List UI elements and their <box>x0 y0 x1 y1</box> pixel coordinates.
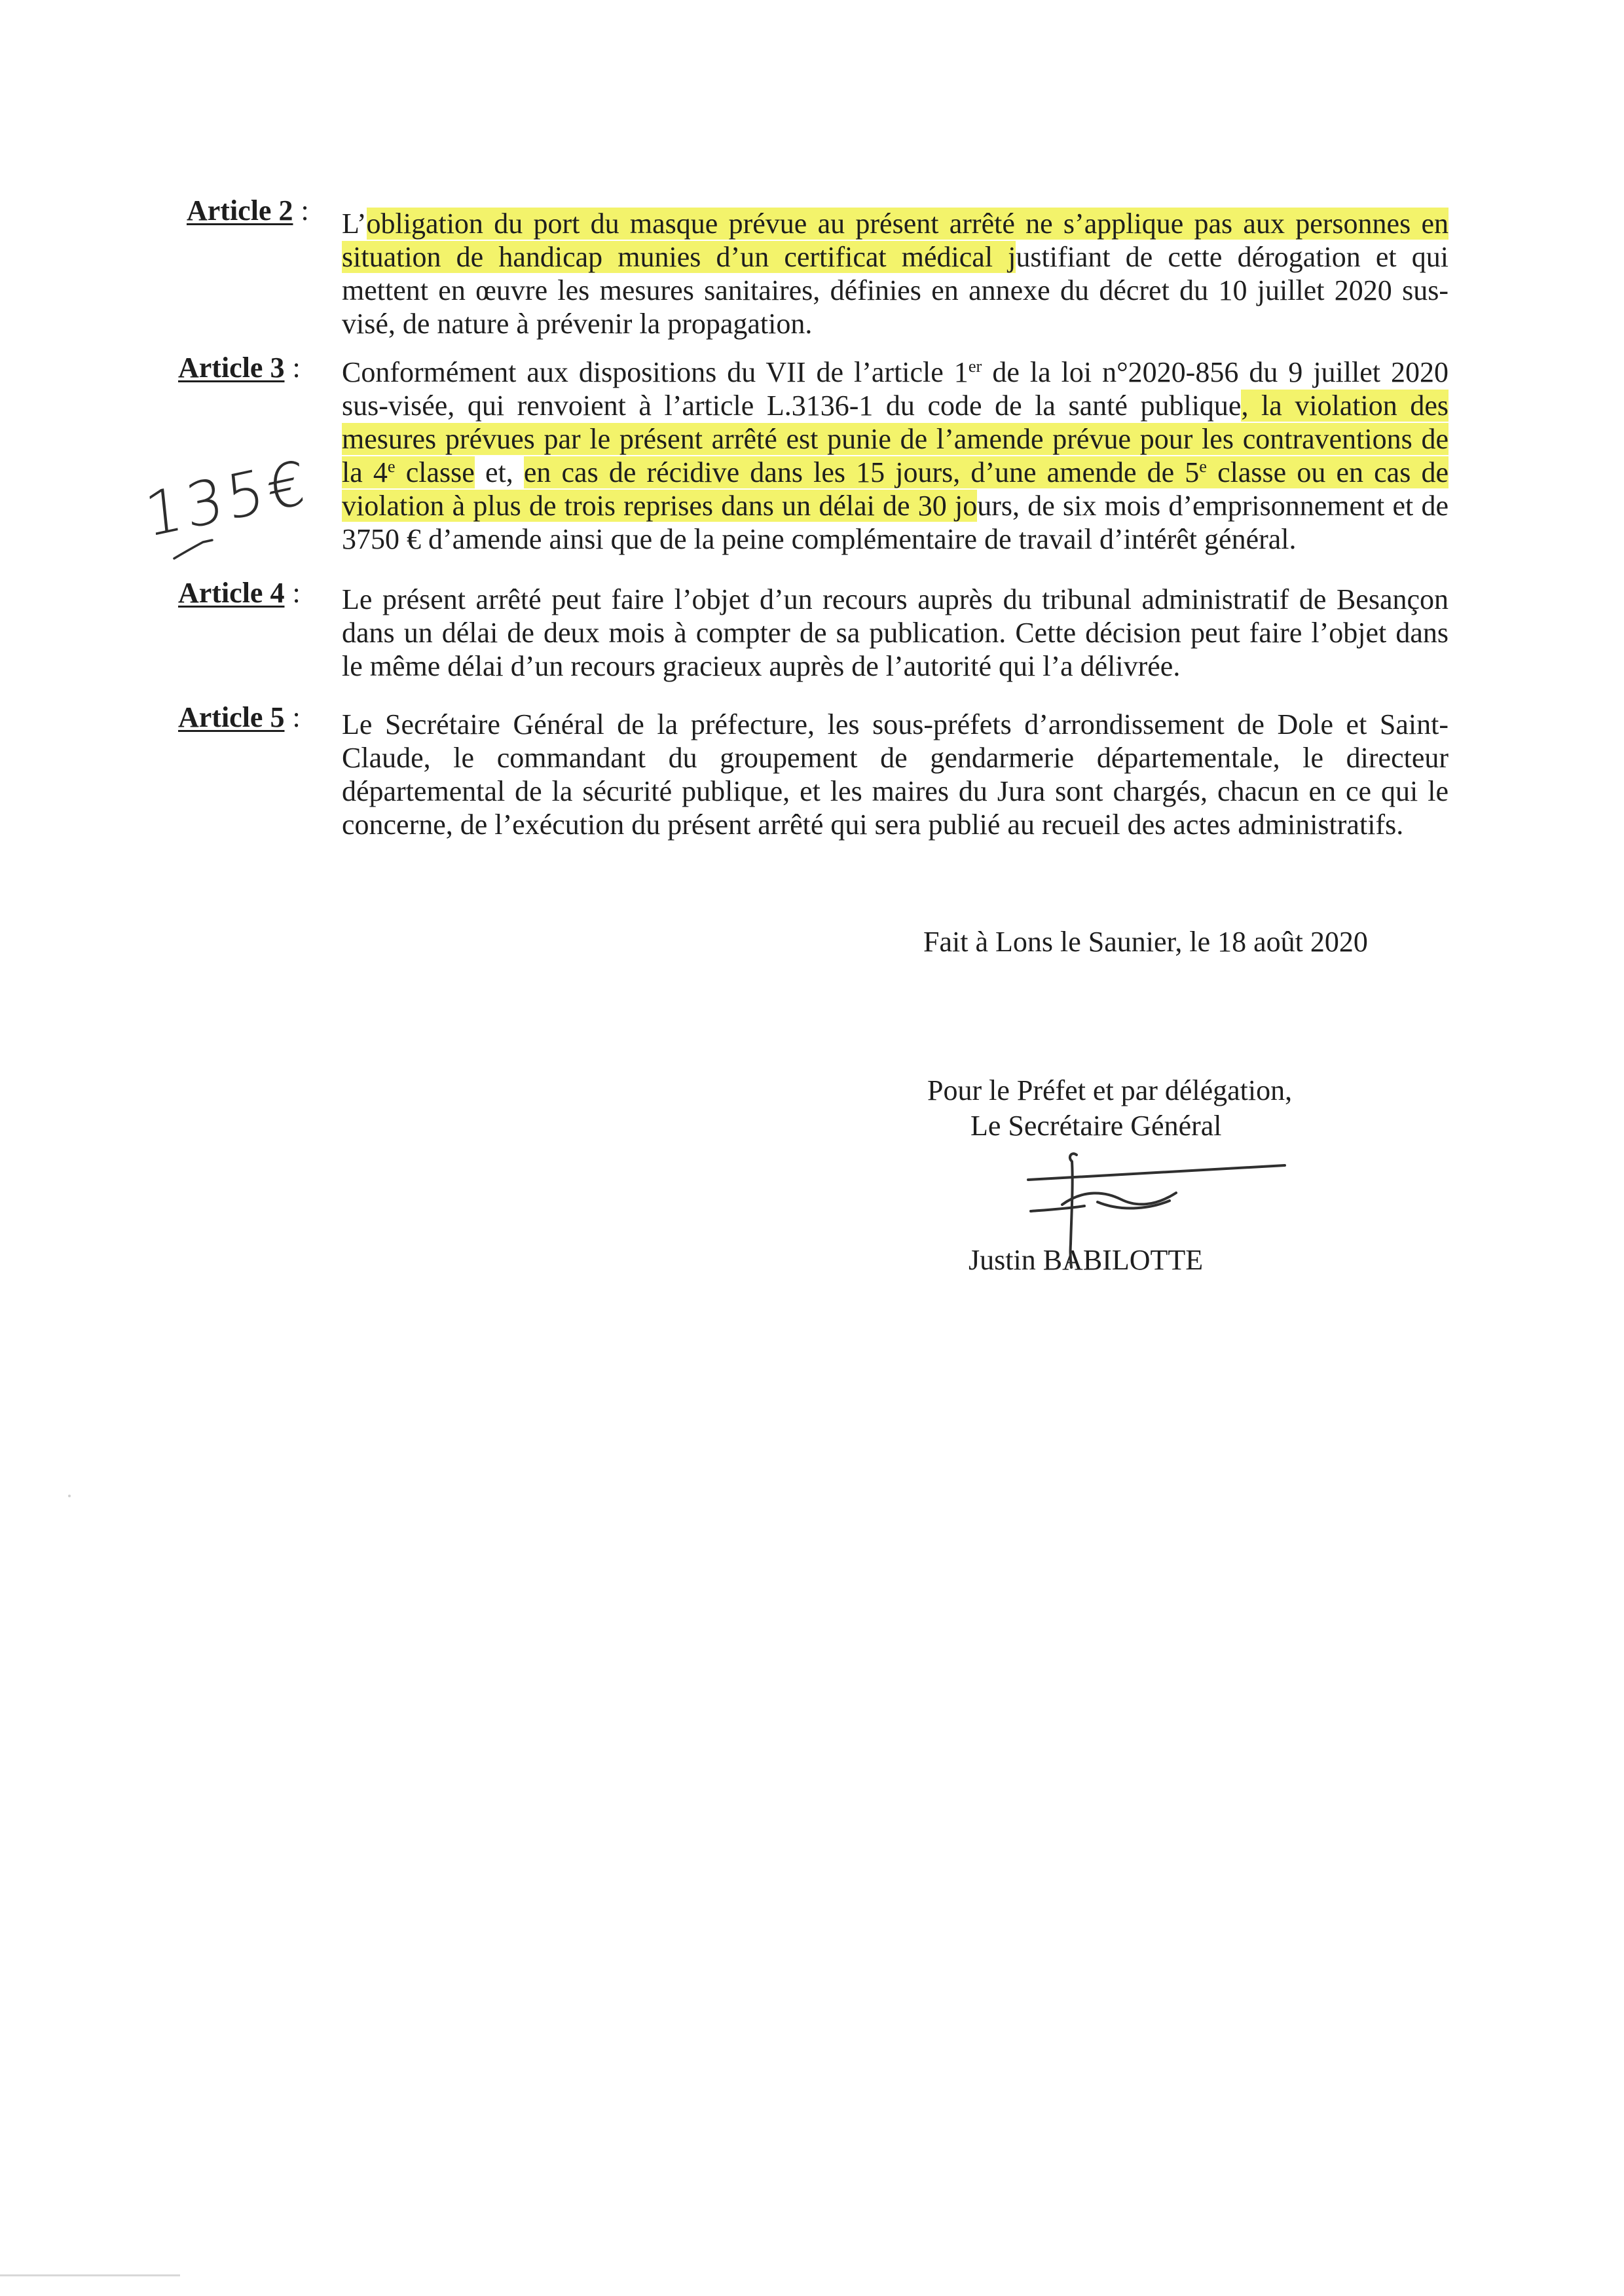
superscript: er <box>968 356 982 376</box>
label-colon: : <box>292 701 301 733</box>
text-line: 3750 € d’amende ainsi que de la peine complémentaire de travail d’intérêt général. <box>342 523 1297 555</box>
text-line <box>342 355 1449 389</box>
article-text <box>342 207 1449 340</box>
article-number: Article 4 <box>178 577 285 609</box>
highlighted-text <box>524 456 1449 488</box>
superscript: e <box>1199 456 1208 477</box>
text-line: dans un délai de deux mois à compter de sa publication. Cette décision peut faire l’objet dans <box>342 617 1449 649</box>
text-line: mettent en œuvre les mesures sanitaires, définies en annexe du décret du 10 juillet 2020 sus- <box>342 274 1449 306</box>
superscript: e <box>387 456 396 477</box>
text-line: Le Secrétaire Général de la préfecture, les sous-préfets d’arrondissement de Dole et Saint- <box>342 708 1449 740</box>
signatory-role: Le Secrétaire Général <box>970 1110 1222 1142</box>
signatory-name: Justin BABILOTTE <box>969 1244 1204 1276</box>
article-label <box>178 576 301 610</box>
text-line <box>342 489 1449 522</box>
handwritten-annotation: 135€ <box>141 446 312 551</box>
text-line: départemental de la sécurité publique, et les maires du Jura sont chargés, chacun en ce qui le <box>342 775 1449 807</box>
scan-artifact <box>68 1495 71 1497</box>
pen-mark <box>164 534 223 563</box>
article-label <box>178 701 301 734</box>
text-line <box>342 207 1449 240</box>
text-line: Le présent arrêté peut faire l’objet d’un recours auprès du tribunal administratif de Besançon <box>342 583 1449 615</box>
text-line: le même délai d’un recours gracieux auprès de l’autorité qui l’a délivrée. <box>342 650 1181 682</box>
highlighted-text <box>342 456 475 488</box>
article-text <box>342 708 1449 841</box>
article-text <box>342 355 1449 556</box>
text-segment: classe ou en cas de <box>1207 456 1449 488</box>
delegation-line: Pour le Préfet et par délégation, <box>927 1074 1293 1106</box>
label-colon: : <box>292 577 301 609</box>
highlighted-text: obligation du port du masque prévue au présent arrêté ne s’applique pas aux personnes en <box>366 208 1449 240</box>
article-label <box>178 351 301 384</box>
text-line <box>342 240 1449 274</box>
text-segment: sus-visée, qui renvoient à l’article L.3136-1 du code de la santé publique <box>342 390 1242 422</box>
text-line: concerne, de l’exécution du présent arrêté qui sera publié au recueil des actes administratifs. <box>342 809 1404 841</box>
article-label <box>187 194 309 227</box>
article-number: Article 3 <box>178 352 285 384</box>
article-number: Article 5 <box>178 701 285 733</box>
text-segment: ustifiant de cette dérogation et qui <box>1016 241 1449 273</box>
scan-artifact <box>0 2274 180 2276</box>
label-colon: : <box>301 194 309 227</box>
text-segment: L’ <box>342 208 367 240</box>
text-segment: classe <box>395 456 475 488</box>
text-line <box>342 389 1449 422</box>
highlighted-text: situation de handicap munies d’un certificat médical j <box>342 241 1016 273</box>
text-line: visé, de nature à prévenir la propagation. <box>342 308 813 340</box>
article-number: Article 2 <box>187 194 293 227</box>
text-segment: la 4 <box>342 456 388 488</box>
text-line <box>342 456 1449 489</box>
text-line: Claude, le commandant du groupement de gendarmerie départementale, le directeur <box>342 742 1449 774</box>
handwritten-signature <box>1022 1146 1297 1270</box>
text-segment: de la loi n°2020-856 du 9 juillet 2020 <box>982 356 1449 388</box>
text-segment: urs, de six mois d’emprisonnement et de <box>977 490 1449 522</box>
highlighted-text: , la violation des <box>1241 390 1449 422</box>
text-segment: et, <box>474 456 524 488</box>
highlighted-text: mesures prévues par le présent arrêté est punie de l’amende prévue pour les contraventions de <box>342 423 1449 455</box>
text-segment: en cas de récidive dans les 15 jours, d’une amende de 5 <box>523 456 1200 488</box>
place-and-date: Fait à Lons le Saunier, le 18 août 2020 <box>923 926 1368 958</box>
label-colon: : <box>292 352 301 384</box>
text-line <box>342 422 1449 456</box>
article-text <box>342 583 1449 683</box>
highlighted-text: violation à plus de trois reprises dans un délai de 30 jo <box>342 490 978 522</box>
text-segment: Conformément aux dispositions du VII de l’article 1 <box>342 356 969 388</box>
